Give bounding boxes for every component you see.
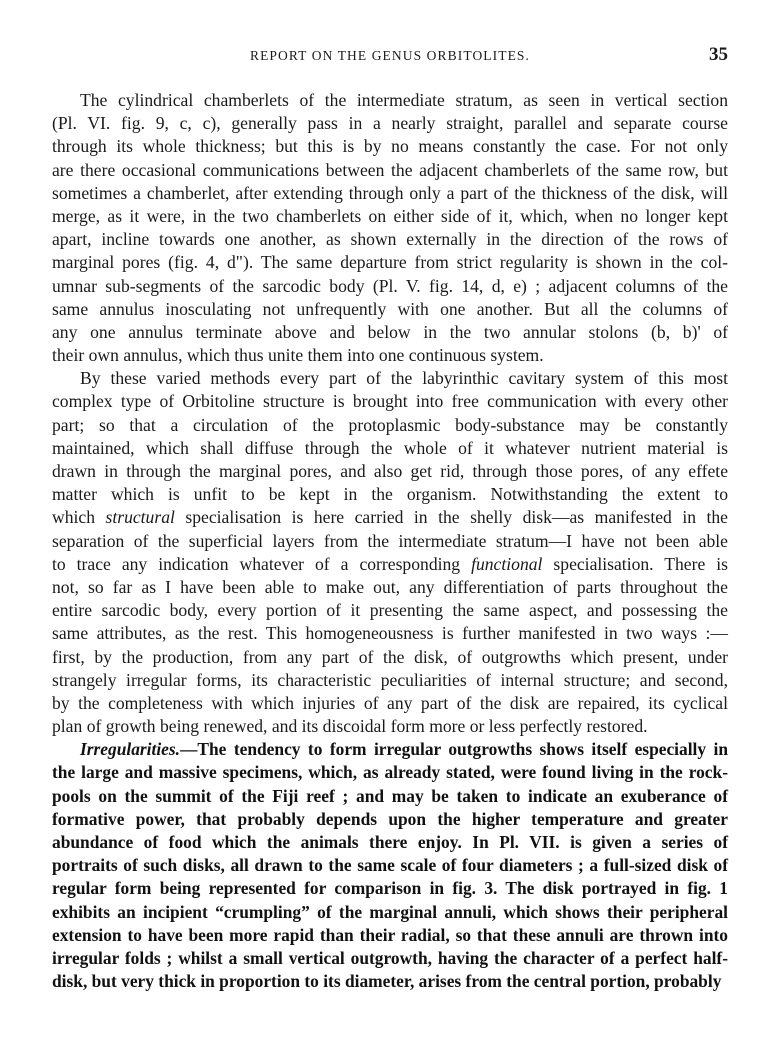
text-line <box>52 924 728 947</box>
text-segment: By these varied methods every part of the labyrinthic cavitary system of this most <box>80 368 728 389</box>
text-segment: umnar sub-segments of the sarcodic body (Pl. V. fig. 14, d, e) ; adjacent columns of the <box>52 275 728 296</box>
text-segment: to trace any indication whatever of a corresponding <box>52 553 472 574</box>
text-segment: disk, but very thick in proportion to its diameter, arises from the central portion, probably <box>52 971 722 992</box>
paragraph <box>52 738 728 993</box>
text-line <box>52 228 728 251</box>
text-segment: first, by the production, from any part of the disk, of outgrowths which present, under <box>52 646 728 667</box>
text-segment: the large and massive specimens, which, as already stated, were found living in the rock- <box>52 762 728 783</box>
text-line <box>52 135 728 158</box>
running-head <box>52 44 728 70</box>
text-segment: exhibits an incipient “crumpling” of the marginal annuli, which shows their peripheral <box>52 901 728 922</box>
text-line <box>52 854 728 877</box>
text-segment: specialisation is here carried in the shelly disk—as manifested in the <box>174 507 728 528</box>
text-line <box>52 483 728 506</box>
text-segment: abundance of food which the animals there enjoy. In Pl. VII. is given a series of <box>52 832 728 852</box>
text-segment: are there occasional communications between the adjacent chamberlets of the same row, but <box>52 159 728 180</box>
text-line <box>52 530 728 553</box>
text-segment: by the completeness with which injuries of any part of the disk are repaired, its cyclical <box>52 692 728 713</box>
text-line <box>52 344 728 367</box>
page-number: 35 <box>709 44 728 65</box>
text-segment: sometimes a chamberlet, after extending through only a part of the thickness of the disk, will <box>52 182 728 203</box>
text-line <box>52 251 728 274</box>
text-line <box>52 275 728 298</box>
text-segment: The cylindrical chamberlets of the intermediate stratum, as seen in vertical section <box>80 90 728 110</box>
text-segment: (Pl. VI. fig. 9, c, c), generally pass in a nearly straight, parallel and separate course <box>52 113 728 134</box>
text-line <box>52 367 728 390</box>
text-line <box>52 390 728 413</box>
italic-term: Irregularities. <box>80 739 181 760</box>
text-line <box>52 89 728 112</box>
text-line <box>52 553 728 576</box>
text-line <box>52 437 728 460</box>
text-line <box>52 321 728 344</box>
text-segment: extension to have been more rapid than their radial, so that these annuli are thrown into <box>52 924 728 945</box>
text-line <box>52 414 728 437</box>
text-segment: specialisation. There is <box>542 553 728 574</box>
paragraph <box>52 89 728 367</box>
text-segment: plan of growth being renewed, and its discoidal form more or less perfectly restored. <box>52 716 648 737</box>
text-line <box>52 715 728 738</box>
text-line <box>52 112 728 135</box>
text-segment: marginal pores (fig. 4, d"). The same departure from strict regularity is shown in the col- <box>52 252 728 273</box>
text-segment: merge, as it were, in the two chamberlets on either side of it, which, when no longer kept <box>52 205 728 226</box>
text-line <box>52 182 728 205</box>
text-segment: which <box>52 507 106 528</box>
text-segment: formative power, that probably depends upon the higher temperature and greater <box>52 808 728 829</box>
body-text <box>52 89 728 993</box>
text-segment: part; so that a circulation of the protoplasmic body-substance may be constantly <box>52 414 728 435</box>
text-segment: drawn in through the marginal pores, and also get rid, through those pores, of any effete <box>52 461 728 481</box>
text-segment: any one annulus terminate above and below in the two annular stolons (b, b)' of <box>52 321 728 342</box>
text-line <box>52 947 728 970</box>
text-segment: separation of the superficial layers from the intermediate stratum—I have not been able <box>52 530 728 551</box>
text-segment: irregular folds ; whilst a small vertical outgrowth, having the character of a perfect half- <box>52 947 728 968</box>
text-line <box>52 205 728 228</box>
running-title: REPORT ON THE GENUS ORBITOLITES. <box>249 48 531 63</box>
text-segment: maintained, which shall diffuse through the whole of it whatever nutrient material is <box>52 437 728 458</box>
text-segment: pools on the summit of the Fiji reef ; and may be taken to indicate an exuberance of <box>52 785 728 806</box>
text-line <box>52 669 728 692</box>
text-line <box>52 761 728 784</box>
text-segment: through its whole thickness; but this is by no means constantly the case. For not only <box>52 136 728 157</box>
text-segment: complex type of Orbitoline structure is brought into free communication with every other <box>52 391 728 412</box>
italic-term: functional <box>471 553 543 574</box>
text-line <box>52 738 728 761</box>
text-segment: strangely irregular forms, its characteristic peculiarities of internal structure; and second, <box>52 669 728 690</box>
text-segment: same attributes, as the rest. This homogeneousness is further manifested in two ways :— <box>52 623 728 644</box>
text-segment: matter which is unfit to be kept in the organism. Notwithstanding the extent to <box>52 484 728 505</box>
text-line <box>52 298 728 321</box>
text-segment: apart, incline towards one another, as shown externally in the direction of the rows of <box>52 229 728 250</box>
text-line <box>52 785 728 808</box>
paragraph <box>52 367 728 738</box>
text-line <box>52 877 728 900</box>
text-segment: same annulus inosculating not unfrequently with one another. But all the columns of <box>52 298 728 319</box>
text-segment: not, so far as I have been able to make out, any differentiation of parts throughout the <box>52 576 728 597</box>
text-line <box>52 831 728 854</box>
text-segment: regular form being represented for comparison in fig. 3. The disk portrayed in fig. 1 <box>52 878 728 899</box>
text-segment: —The tendency to form irregular outgrowths shows itself especially in <box>180 739 728 760</box>
text-segment: entire sarcodic body, every portion of it presenting the same aspect, and possessing the <box>52 600 728 621</box>
text-line <box>52 622 728 645</box>
text-segment: portraits of such disks, all drawn to the same scale of four diameters ; a full-sized disk of <box>52 855 728 876</box>
text-line <box>52 576 728 599</box>
text-line <box>52 159 728 182</box>
text-line <box>52 901 728 924</box>
text-segment: their own annulus, which thus unite them into one continuous system. <box>52 345 544 366</box>
text-line <box>52 692 728 715</box>
text-line <box>52 808 728 831</box>
italic-term: structural <box>105 507 175 528</box>
text-line <box>52 970 728 993</box>
text-line <box>52 460 728 483</box>
text-line <box>52 599 728 622</box>
text-line <box>52 506 728 529</box>
text-line <box>52 646 728 669</box>
